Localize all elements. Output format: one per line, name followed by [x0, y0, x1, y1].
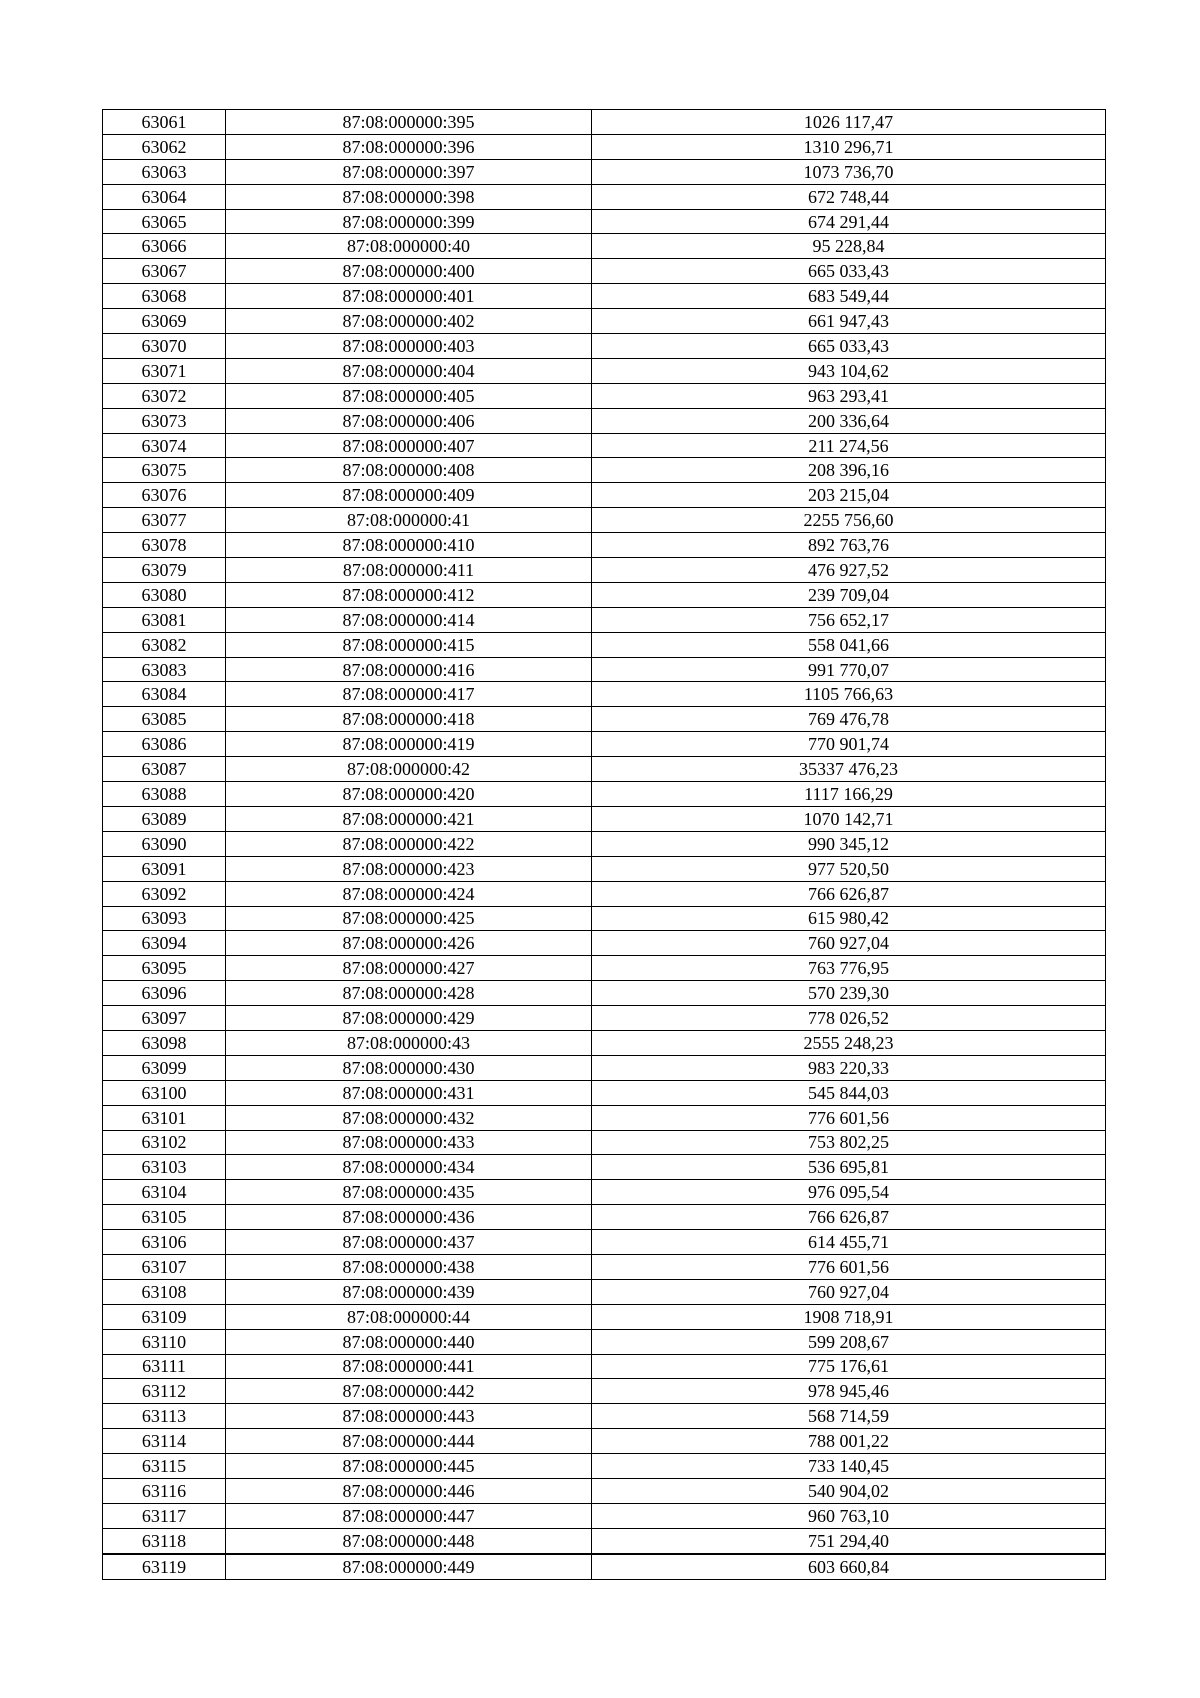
- table-row: [103, 1155, 1106, 1180]
- cadastral-number-cell: 87:08:000000:42: [226, 757, 592, 782]
- cadastral-number-cell: 87:08:000000:403: [226, 334, 592, 359]
- cadastral-value-cell: 976 095,54: [592, 1180, 1106, 1205]
- cadastral-value-cell: 239 709,04: [592, 582, 1106, 607]
- row-number-cell: 63094: [103, 931, 226, 956]
- cadastral-number-cell: 87:08:000000:418: [226, 707, 592, 732]
- table-row: [103, 1354, 1106, 1379]
- row-number-cell: 63075: [103, 458, 226, 483]
- table-row: [103, 1130, 1106, 1155]
- row-number-cell: 63078: [103, 533, 226, 558]
- cadastral-number-cell: 87:08:000000:408: [226, 458, 592, 483]
- cadastral-number-cell: 87:08:000000:441: [226, 1354, 592, 1379]
- row-number-cell: 63108: [103, 1279, 226, 1304]
- cadastral-number-cell: 87:08:000000:44: [226, 1304, 592, 1329]
- table-row: [103, 1304, 1106, 1329]
- cadastral-value-cell: 776 601,56: [592, 1254, 1106, 1279]
- cadastral-number-cell: 87:08:000000:423: [226, 856, 592, 881]
- table-row: [103, 558, 1106, 583]
- cadastral-value-cell: 35337 476,23: [592, 757, 1106, 782]
- table-row: [103, 1528, 1106, 1553]
- row-number-cell: 63105: [103, 1205, 226, 1230]
- cadastral-value-cell: 603 660,84: [592, 1554, 1106, 1579]
- row-number-cell: 63073: [103, 408, 226, 433]
- cadastral-number-cell: 87:08:000000:432: [226, 1105, 592, 1130]
- row-number-cell: 63107: [103, 1254, 226, 1279]
- cadastral-value-cell: 990 345,12: [592, 831, 1106, 856]
- row-number-cell: 63098: [103, 1030, 226, 1055]
- table-row: [103, 1230, 1106, 1255]
- row-number-cell: 63112: [103, 1379, 226, 1404]
- cadastral-number-cell: 87:08:000000:448: [226, 1528, 592, 1553]
- row-number-cell: 63089: [103, 806, 226, 831]
- row-number-cell: 63091: [103, 856, 226, 881]
- cadastral-value-cell: 776 601,56: [592, 1105, 1106, 1130]
- cadastral-value-cell: 665 033,43: [592, 259, 1106, 284]
- cadastral-value-cell: 599 208,67: [592, 1329, 1106, 1354]
- cadastral-value-cell: 760 927,04: [592, 931, 1106, 956]
- cadastral-number-cell: 87:08:000000:437: [226, 1230, 592, 1255]
- table-row: [103, 358, 1106, 383]
- cadastral-number-cell: 87:08:000000:43: [226, 1030, 592, 1055]
- cadastral-value-cell: 788 001,22: [592, 1429, 1106, 1454]
- row-number-cell: 63074: [103, 433, 226, 458]
- row-number-cell: 63062: [103, 134, 226, 159]
- cadastral-value-cell: 963 293,41: [592, 383, 1106, 408]
- cadastral-value-cell: 756 652,17: [592, 607, 1106, 632]
- row-number-cell: 63076: [103, 483, 226, 508]
- table-row: [103, 159, 1106, 184]
- cadastral-value-cell: 1908 718,91: [592, 1304, 1106, 1329]
- table-row: [103, 831, 1106, 856]
- cadastral-value-cell: 770 901,74: [592, 732, 1106, 757]
- table-row: [103, 1254, 1106, 1279]
- row-number-cell: 63064: [103, 184, 226, 209]
- cadastral-number-cell: 87:08:000000:426: [226, 931, 592, 956]
- cadastral-number-cell: 87:08:000000:409: [226, 483, 592, 508]
- cadastral-number-cell: 87:08:000000:442: [226, 1379, 592, 1404]
- table-row: [103, 1006, 1106, 1031]
- cadastral-value-cell: 476 927,52: [592, 558, 1106, 583]
- row-number-cell: 63097: [103, 1006, 226, 1031]
- table-row: [103, 682, 1106, 707]
- row-number-cell: 63119: [103, 1554, 226, 1579]
- row-number-cell: 63116: [103, 1478, 226, 1503]
- row-number-cell: 63070: [103, 334, 226, 359]
- cadastral-value-cell: 208 396,16: [592, 458, 1106, 483]
- cadastral-value-cell: 545 844,03: [592, 1080, 1106, 1105]
- table-row: [103, 806, 1106, 831]
- table-row: [103, 632, 1106, 657]
- cadastral-number-cell: 87:08:000000:421: [226, 806, 592, 831]
- cadastral-value-cell: 1073 736,70: [592, 159, 1106, 184]
- row-number-cell: 63100: [103, 1080, 226, 1105]
- table-row: [103, 259, 1106, 284]
- row-number-cell: 63104: [103, 1180, 226, 1205]
- cadastral-number-cell: 87:08:000000:410: [226, 533, 592, 558]
- cadastral-value-cell: 892 763,76: [592, 533, 1106, 558]
- table-row: [103, 1503, 1106, 1528]
- cadastral-value-cell: 1026 117,47: [592, 110, 1106, 135]
- cadastral-value-cell: 661 947,43: [592, 309, 1106, 334]
- row-number-cell: 63080: [103, 582, 226, 607]
- cadastral-number-cell: 87:08:000000:396: [226, 134, 592, 159]
- cadastral-number-cell: 87:08:000000:425: [226, 906, 592, 931]
- table-row: [103, 732, 1106, 757]
- row-number-cell: 63109: [103, 1304, 226, 1329]
- cadastral-number-cell: 87:08:000000:404: [226, 358, 592, 383]
- cadastral-number-cell: 87:08:000000:439: [226, 1279, 592, 1304]
- row-number-cell: 63079: [103, 558, 226, 583]
- cadastral-value-cell: 665 033,43: [592, 334, 1106, 359]
- cadastral-number-cell: 87:08:000000:445: [226, 1454, 592, 1479]
- cadastral-number-cell: 87:08:000000:444: [226, 1429, 592, 1454]
- cadastral-value-cell: 960 763,10: [592, 1503, 1106, 1528]
- row-number-cell: 63102: [103, 1130, 226, 1155]
- row-number-cell: 63101: [103, 1105, 226, 1130]
- cadastral-number-cell: 87:08:000000:397: [226, 159, 592, 184]
- table-row: [103, 657, 1106, 682]
- row-number-cell: 63083: [103, 657, 226, 682]
- cadastral-value-cell: 775 176,61: [592, 1354, 1106, 1379]
- cadastral-value-cell: 674 291,44: [592, 209, 1106, 234]
- table-row: [103, 1205, 1106, 1230]
- cadastral-number-cell: 87:08:000000:405: [226, 383, 592, 408]
- cadastral-number-cell: 87:08:000000:440: [226, 1329, 592, 1354]
- row-number-cell: 63082: [103, 632, 226, 657]
- row-number-cell: 63118: [103, 1528, 226, 1553]
- table-row: [103, 508, 1106, 533]
- row-number-cell: 63072: [103, 383, 226, 408]
- cadastral-value-cell: 568 714,59: [592, 1404, 1106, 1429]
- table-row: [103, 209, 1106, 234]
- cadastral-value-table: [102, 109, 1106, 1580]
- table-body: [103, 110, 1106, 1580]
- cadastral-number-cell: 87:08:000000:398: [226, 184, 592, 209]
- row-number-cell: 63110: [103, 1329, 226, 1354]
- row-number-cell: 63114: [103, 1429, 226, 1454]
- table-row: [103, 707, 1106, 732]
- table-row: [103, 1080, 1106, 1105]
- row-number-cell: 63087: [103, 757, 226, 782]
- row-number-cell: 63086: [103, 732, 226, 757]
- cadastral-number-cell: 87:08:000000:429: [226, 1006, 592, 1031]
- table-row: [103, 458, 1106, 483]
- row-number-cell: 63095: [103, 956, 226, 981]
- table-row: [103, 408, 1106, 433]
- cadastral-number-cell: 87:08:000000:400: [226, 259, 592, 284]
- cadastral-number-cell: 87:08:000000:436: [226, 1205, 592, 1230]
- row-number-cell: 63093: [103, 906, 226, 931]
- cadastral-value-cell: 2255 756,60: [592, 508, 1106, 533]
- cadastral-value-cell: 983 220,33: [592, 1055, 1106, 1080]
- cadastral-value-cell: 753 802,25: [592, 1130, 1106, 1155]
- cadastral-number-cell: 87:08:000000:395: [226, 110, 592, 135]
- row-number-cell: 63096: [103, 981, 226, 1006]
- cadastral-number-cell: 87:08:000000:411: [226, 558, 592, 583]
- row-number-cell: 63090: [103, 831, 226, 856]
- cadastral-value-cell: 558 041,66: [592, 632, 1106, 657]
- table-row: [103, 433, 1106, 458]
- table-row: [103, 383, 1106, 408]
- table-row: [103, 334, 1106, 359]
- table-row: [103, 881, 1106, 906]
- table-row: [103, 533, 1106, 558]
- row-number-cell: 63071: [103, 358, 226, 383]
- cadastral-value-cell: 769 476,78: [592, 707, 1106, 732]
- table-row: [103, 931, 1106, 956]
- cadastral-value-cell: 766 626,87: [592, 1205, 1106, 1230]
- cadastral-number-cell: 87:08:000000:412: [226, 582, 592, 607]
- cadastral-value-cell: 95 228,84: [592, 234, 1106, 259]
- cadastral-number-cell: 87:08:000000:402: [226, 309, 592, 334]
- cadastral-value-cell: 978 945,46: [592, 1379, 1106, 1404]
- row-number-cell: 63103: [103, 1155, 226, 1180]
- cadastral-number-cell: 87:08:000000:399: [226, 209, 592, 234]
- row-number-cell: 63084: [103, 682, 226, 707]
- row-number-cell: 63069: [103, 309, 226, 334]
- cadastral-number-cell: 87:08:000000:427: [226, 956, 592, 981]
- table-row: [103, 234, 1106, 259]
- cadastral-number-cell: 87:08:000000:438: [226, 1254, 592, 1279]
- cadastral-value-cell: 751 294,40: [592, 1528, 1106, 1553]
- cadastral-value-cell: 1310 296,71: [592, 134, 1106, 159]
- row-number-cell: 63065: [103, 209, 226, 234]
- cadastral-number-cell: 87:08:000000:420: [226, 782, 592, 807]
- cadastral-value-cell: 683 549,44: [592, 284, 1106, 309]
- table-row: [103, 1030, 1106, 1055]
- table-row: [103, 134, 1106, 159]
- table-row: [103, 1279, 1106, 1304]
- cadastral-value-cell: 977 520,50: [592, 856, 1106, 881]
- table-row: [103, 1429, 1106, 1454]
- cadastral-value-cell: 615 980,42: [592, 906, 1106, 931]
- cadastral-number-cell: 87:08:000000:447: [226, 1503, 592, 1528]
- table-row: [103, 856, 1106, 881]
- table-row: [103, 1379, 1106, 1404]
- row-number-cell: 63115: [103, 1454, 226, 1479]
- table-row: [103, 184, 1106, 209]
- cadastral-number-cell: 87:08:000000:419: [226, 732, 592, 757]
- table-row: [103, 582, 1106, 607]
- cadastral-number-cell: 87:08:000000:424: [226, 881, 592, 906]
- table-row: [103, 757, 1106, 782]
- cadastral-value-cell: 763 776,95: [592, 956, 1106, 981]
- cadastral-number-cell: 87:08:000000:407: [226, 433, 592, 458]
- table-row: [103, 1105, 1106, 1130]
- row-number-cell: 63066: [103, 234, 226, 259]
- cadastral-number-cell: 87:08:000000:443: [226, 1404, 592, 1429]
- cadastral-value-cell: 2555 248,23: [592, 1030, 1106, 1055]
- cadastral-value-cell: 570 239,30: [592, 981, 1106, 1006]
- row-number-cell: 63068: [103, 284, 226, 309]
- cadastral-value-cell: 760 927,04: [592, 1279, 1106, 1304]
- cadastral-value-cell: 672 748,44: [592, 184, 1106, 209]
- cadastral-value-cell: 536 695,81: [592, 1155, 1106, 1180]
- cadastral-number-cell: 87:08:000000:449: [226, 1554, 592, 1579]
- table-row: [103, 1554, 1106, 1579]
- cadastral-value-cell: 1105 766,63: [592, 682, 1106, 707]
- cadastral-number-cell: 87:08:000000:435: [226, 1180, 592, 1205]
- cadastral-value-cell: 200 336,64: [592, 408, 1106, 433]
- table-row: [103, 483, 1106, 508]
- table-row: [103, 1454, 1106, 1479]
- table-row: [103, 1055, 1106, 1080]
- row-number-cell: 63113: [103, 1404, 226, 1429]
- table-row: [103, 1478, 1106, 1503]
- row-number-cell: 63081: [103, 607, 226, 632]
- table-row: [103, 906, 1106, 931]
- cadastral-number-cell: 87:08:000000:416: [226, 657, 592, 682]
- table-row: [103, 284, 1106, 309]
- cadastral-number-cell: 87:08:000000:434: [226, 1155, 592, 1180]
- cadastral-number-cell: 87:08:000000:414: [226, 607, 592, 632]
- row-number-cell: 63099: [103, 1055, 226, 1080]
- cadastral-number-cell: 87:08:000000:417: [226, 682, 592, 707]
- cadastral-number-cell: 87:08:000000:401: [226, 284, 592, 309]
- cadastral-value-cell: 1117 166,29: [592, 782, 1106, 807]
- cadastral-number-cell: 87:08:000000:40: [226, 234, 592, 259]
- row-number-cell: 63088: [103, 782, 226, 807]
- cadastral-value-cell: 766 626,87: [592, 881, 1106, 906]
- table-row: [103, 309, 1106, 334]
- cadastral-number-cell: 87:08:000000:433: [226, 1130, 592, 1155]
- cadastral-number-cell: 87:08:000000:415: [226, 632, 592, 657]
- cadastral-value-cell: 1070 142,71: [592, 806, 1106, 831]
- cadastral-value-cell: 203 215,04: [592, 483, 1106, 508]
- cadastral-value-cell: 778 026,52: [592, 1006, 1106, 1031]
- row-number-cell: 63063: [103, 159, 226, 184]
- cadastral-value-cell: 943 104,62: [592, 358, 1106, 383]
- table-row: [103, 110, 1106, 135]
- cadastral-number-cell: 87:08:000000:428: [226, 981, 592, 1006]
- table-row: [103, 956, 1106, 981]
- table-row: [103, 607, 1106, 632]
- row-number-cell: 63111: [103, 1354, 226, 1379]
- table-row: [103, 782, 1106, 807]
- row-number-cell: 63077: [103, 508, 226, 533]
- cadastral-number-cell: 87:08:000000:446: [226, 1478, 592, 1503]
- row-number-cell: 63085: [103, 707, 226, 732]
- cadastral-number-cell: 87:08:000000:41: [226, 508, 592, 533]
- cadastral-number-cell: 87:08:000000:431: [226, 1080, 592, 1105]
- cadastral-number-cell: 87:08:000000:406: [226, 408, 592, 433]
- cadastral-value-cell: 540 904,02: [592, 1478, 1106, 1503]
- cadastral-value-cell: 211 274,56: [592, 433, 1106, 458]
- table-row: [103, 1329, 1106, 1354]
- cadastral-value-cell: 614 455,71: [592, 1230, 1106, 1255]
- row-number-cell: 63061: [103, 110, 226, 135]
- cadastral-value-cell: 733 140,45: [592, 1454, 1106, 1479]
- cadastral-number-cell: 87:08:000000:430: [226, 1055, 592, 1080]
- table-row: [103, 1180, 1106, 1205]
- row-number-cell: 63092: [103, 881, 226, 906]
- table-row: [103, 1404, 1106, 1429]
- cadastral-value-cell: 991 770,07: [592, 657, 1106, 682]
- row-number-cell: 63067: [103, 259, 226, 284]
- row-number-cell: 63117: [103, 1503, 226, 1528]
- row-number-cell: 63106: [103, 1230, 226, 1255]
- table-row: [103, 981, 1106, 1006]
- cadastral-number-cell: 87:08:000000:422: [226, 831, 592, 856]
